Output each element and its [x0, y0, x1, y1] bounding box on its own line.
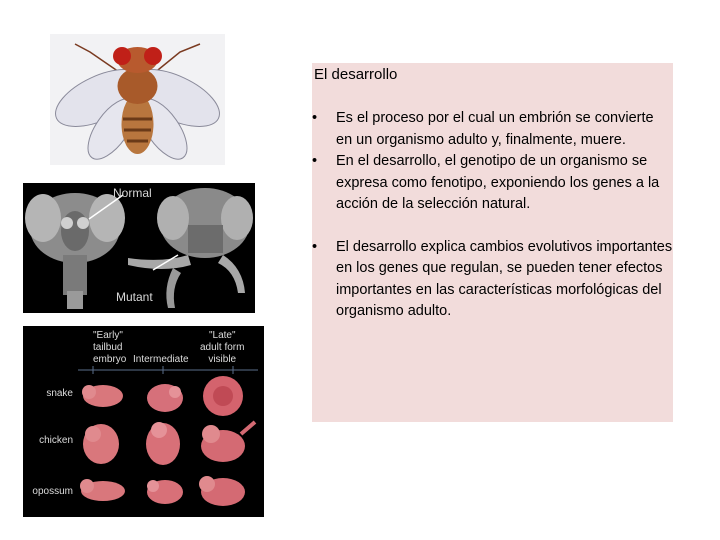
normal-mutant-sem-image — [23, 183, 255, 313]
stage-label-intermediate: Intermediate — [133, 354, 189, 365]
bullet-item: • El desarrollo explica cambios evolutivos importantes en los genes que regulan, se pueden tener efectos importantes en las características morfológicas del organismo adulto. — [312, 237, 673, 323]
species-label-opossum: opossum — [32, 486, 73, 497]
species-label-chicken: chicken — [39, 435, 73, 446]
mutant-label: Mutant — [116, 290, 153, 304]
fruit-fly-photo — [50, 34, 225, 165]
stage-label-early: "Early" tailbud embryo — [93, 330, 127, 365]
species-label-snake: snake — [46, 388, 73, 399]
embryo-comparison-figure — [23, 326, 264, 517]
bullet-item: • En el desarrollo, el genotipo de un organismo se expresa como fenotipo, exponiendo los genes a la acción de la selección natural. — [312, 151, 673, 216]
normal-label: Normal — [113, 186, 152, 200]
stage-label-late: "Late" adult form visible — [200, 330, 245, 365]
text-panel — [312, 63, 673, 422]
bullet-item: • Es el proceso por el cual un embrión se convierte en un organismo adulto y, finalmente, muere. — [312, 108, 673, 151]
slide-title: El desarrollo — [314, 66, 398, 83]
bullet-list — [312, 108, 673, 323]
